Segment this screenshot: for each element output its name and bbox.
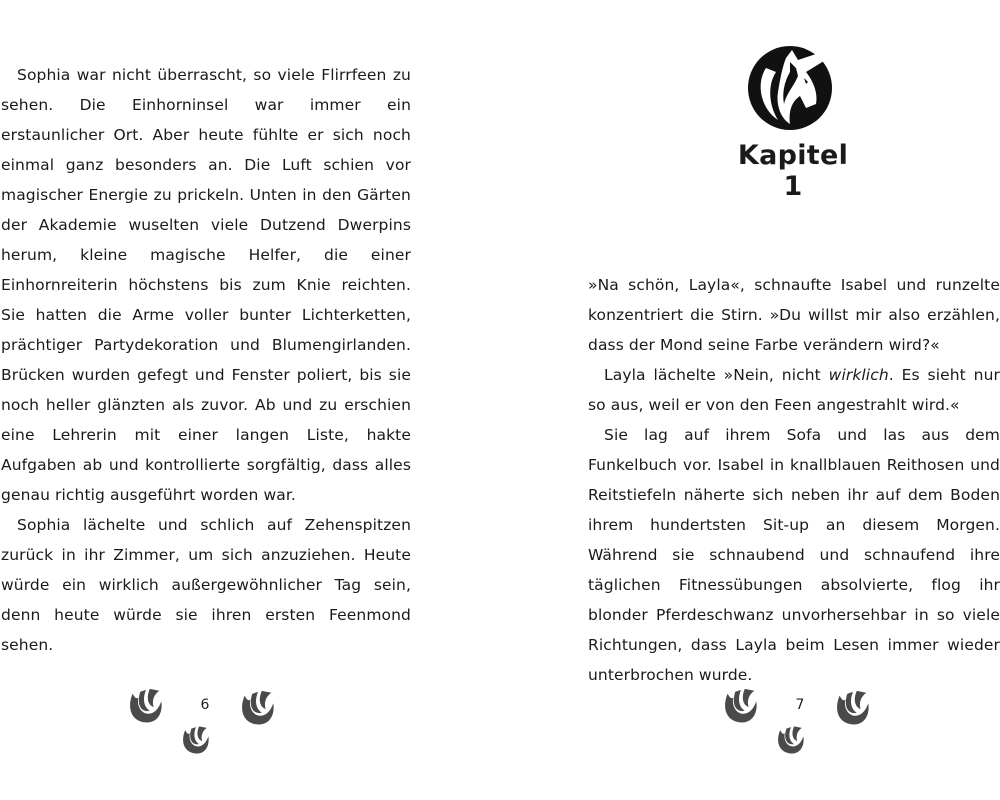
flame-swirl-icon: [832, 688, 874, 730]
emphasis-text: wirklich: [828, 366, 889, 384]
flame-swirl-icon: [774, 724, 808, 758]
paragraph: Sophia lächelte und schlich auf Zehenspitzen zurück in ihr Zimmer, um sich anzuziehen. Heute würde ein wirklich außergewöhnlicher Tag sein, denn heute würde sie ihren ersten Feenmond sehen.: [1, 516, 411, 654]
flame-swirl-icon: [179, 724, 213, 758]
paragraph-text: Layla lächelte »Nein, nicht: [604, 366, 829, 384]
flame-swirl-icon: [720, 686, 762, 728]
page-number: 7: [795, 697, 805, 713]
paragraph: Sie lag auf ihrem Sofa und las aus dem Funkelbuch vor. Isabel in knallblauen Reithosen und Reitstiefeln näherte sich neben ihr auf dem Boden ihrem hundertsten Sit-up an diesem Morgen. Während sie schnaubend und schnaufend ihre täglichen Fitnessübungen absolvierte, flog ihr blonder Pferdeschwanz unvorhersehbar in so viele Richtungen, dass Layla beim Lesen immer wieder unterbrochen wurde.: [588, 426, 1000, 684]
page-number-ornament: [720, 683, 880, 763]
left-page-text: [1, 60, 411, 660]
paragraph-text: . Es sieht nur so aus, weil er von den Feen angestrahlt wird.«: [588, 366, 1000, 414]
right-page: [500, 0, 1000, 800]
flame-swirl-icon: [125, 686, 167, 728]
right-page-text: [588, 270, 1000, 690]
unicorn-head-emblem-icon: [746, 38, 861, 133]
page-number-ornament: [125, 683, 285, 763]
paragraph: [588, 360, 1000, 420]
chapter-title: Kapitel 1: [737, 140, 849, 202]
flame-swirl-icon: [237, 688, 279, 730]
paragraph: Sophia war nicht überrascht, so viele Flirrfeen zu sehen. Die Einhorninsel war immer ein erstaunlicher Ort. Aber heute fühlte er sich noch einmal ganz besonders an. Die Luft schien vor magischer Energie zu prickeln. Unten in den Gärten der Akademie wuselten viele Dutzend Dwerpins herum, kleine magische Helfer, die einer Einhornreiterin höchstens bis zum Knie reichten. Sie hatten die Arme voller bunter Lichterketten, prächtiger Partydekoration und Blumengirlanden. Brücken wurden gefegt und Fenster poliert, bis sie noch heller glänzten als zuvor. Ab und zu erschien eine Lehrerin mit einer langen Liste, hakte Aufgaben ab und kontrollierte sorgfältig, dass alles genau richtig ausgeführt worden war.: [1, 66, 411, 504]
page-number: 6: [200, 697, 210, 713]
paragraph: »Na schön, Layla«, schnaufte Isabel und runzelte konzentriert die Stirn. »Du willst mir also erzählen, dass der Mond seine Farbe verändern wird?«: [588, 276, 1000, 354]
